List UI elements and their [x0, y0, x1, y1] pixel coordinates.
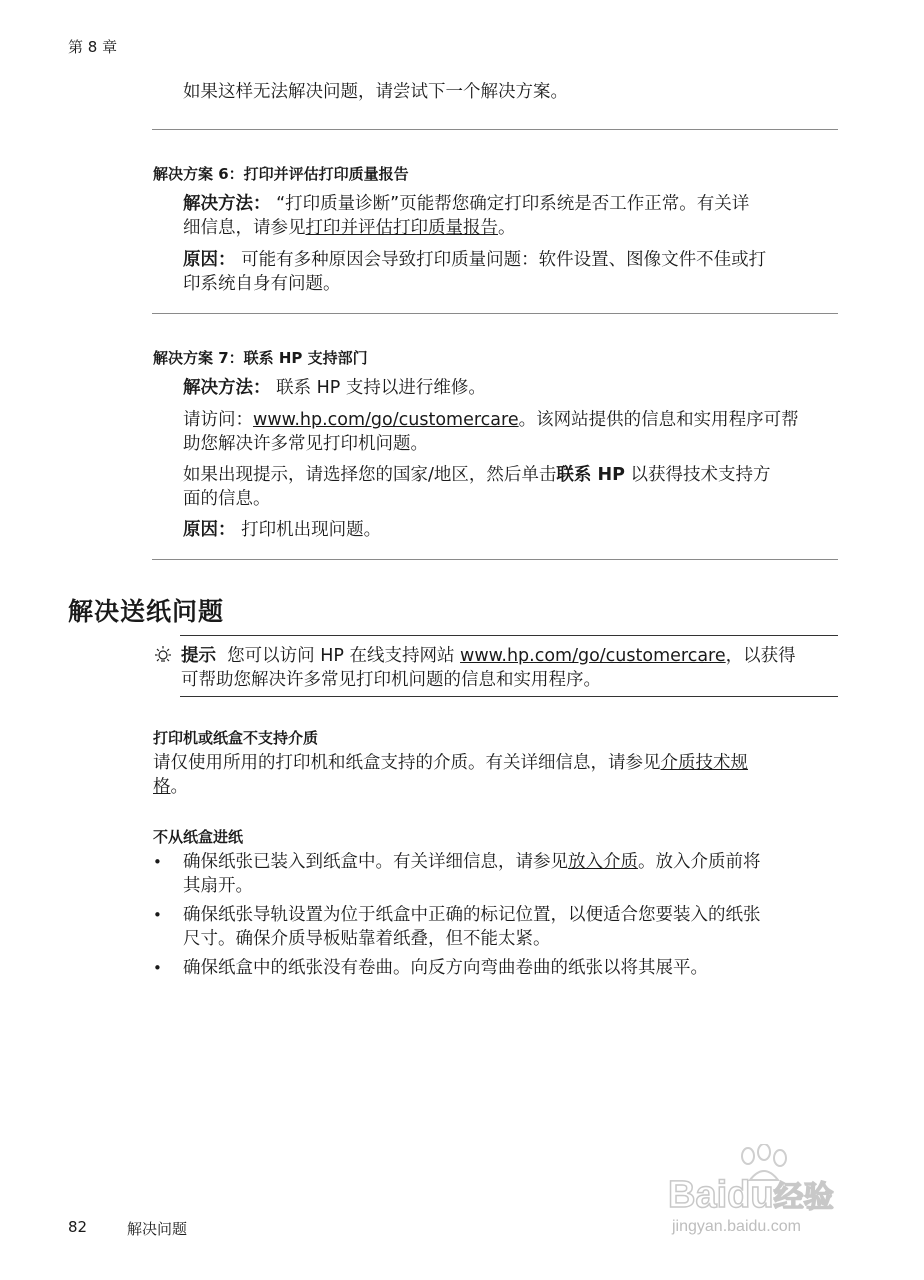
tip-box: [181, 644, 843, 692]
footer-section: 解决问题: [127, 1220, 188, 1238]
tip-label: 提示: [181, 646, 216, 666]
intro-text: 如果这样无法解决问题，请尝试下一个解决方案。: [183, 82, 568, 102]
list-text: 其扇开。: [183, 876, 253, 896]
section-title: 解决送纸问题: [68, 597, 225, 626]
list-item: 确保纸盒中的纸张没有卷曲。向反方向弯曲卷曲的纸张以将其展平。: [183, 958, 708, 978]
watermark-brand: [668, 1172, 834, 1217]
method-text: “打印质量诊断”页能帮您确定打印系统是否工作正常。有关详: [276, 194, 750, 214]
watermark-brand-a: Bai: [668, 1174, 728, 1216]
tip-text: 您可以访问 HP 在线支持网站: [227, 646, 461, 666]
solution7-method: [183, 376, 486, 400]
list-text: 确保纸张导轨设置为位于纸盒中正确的标记位置，以便适合您要装入的纸张: [183, 905, 761, 925]
method-label: 解决方法：: [183, 194, 271, 214]
method-text: 。: [498, 218, 516, 238]
method-text: 联系 HP 支持以进行维修。: [276, 378, 486, 398]
contact-hp-label: 联系 HP: [556, 465, 625, 485]
divider: [152, 313, 838, 314]
list-item: [183, 903, 843, 951]
prompt-text: 面的信息。: [183, 489, 271, 509]
media-specs-link[interactable]: 格: [153, 777, 171, 797]
tip-text: ，以获得: [725, 646, 796, 666]
bullet-icon: •: [153, 853, 162, 871]
list-item: [183, 850, 843, 898]
cause-text: 可能有多种原因会导致打印质量问题：软件设置、图像文件不佳或打: [241, 250, 767, 270]
solution7-visit: [183, 408, 843, 456]
print-quality-report-link[interactable]: 打印并评估打印质量报告: [305, 218, 498, 238]
media-title: 打印机或纸盒不支持介质: [153, 729, 319, 747]
baidu-watermark: [668, 1150, 878, 1240]
media-body: 。: [170, 777, 188, 797]
media-body: 请仅使用所用的打印机和纸盒支持的介质。有关详细信息，请参见: [153, 753, 661, 773]
bullet-icon: •: [153, 906, 162, 924]
tip-bottom-rule: [180, 696, 838, 697]
cause-label: 原因：: [183, 250, 236, 270]
list-text: 。放入介质前将: [638, 852, 761, 872]
divider: [152, 129, 838, 130]
solution7-title: 解决方案 7：联系 HP 支持部门: [153, 349, 368, 367]
visit-text: 助您解决许多常见打印机问题。: [183, 434, 428, 454]
chapter-header: 第 8 章: [68, 38, 118, 56]
visit-text: 。该网站提供的信息和实用程序可帮: [518, 410, 799, 430]
load-media-link[interactable]: 放入介质: [568, 852, 638, 872]
watermark-url: jingyan.baidu.com: [672, 1218, 801, 1235]
solution6-title: 解决方案 6：打印并评估打印质量报告: [153, 165, 409, 183]
lightbulb-icon: [152, 645, 174, 667]
tip-customercare-link[interactable]: www.hp.com/go/customercare: [460, 646, 726, 666]
tip-top-rule: [180, 635, 838, 636]
tip-text: 可帮助您解决许多常见打印机问题的信息和实用程序。: [181, 670, 601, 690]
method-text: 细信息，请参见: [183, 218, 306, 238]
prompt-text: 如果出现提示，请选择您的国家/地区，然后单击: [183, 465, 557, 485]
cause-text: 打印机出现问题。: [241, 520, 382, 540]
solution6-method: [183, 192, 843, 240]
media-specs-link[interactable]: 介质技术规: [660, 753, 748, 773]
watermark-brand-b: du: [727, 1174, 774, 1216]
cause-label: 原因：: [183, 520, 236, 540]
method-label: 解决方法：: [183, 378, 271, 398]
nofeed-title: 不从纸盒进纸: [153, 828, 244, 846]
cause-text: 印系统自身有问题。: [183, 274, 341, 294]
watermark-label: 经验: [773, 1181, 834, 1214]
prompt-text: 以获得技术支持方: [624, 465, 771, 485]
solution6-cause: [183, 248, 843, 296]
bullet-icon: •: [153, 959, 162, 977]
list-text: 尺寸。确保介质导板贴靠着纸叠，但不能太紧。: [183, 929, 551, 949]
media-text: [153, 751, 843, 799]
solution7-cause: [183, 518, 381, 542]
list-text: 确保纸张已装入到纸盒中。有关详细信息，请参见: [183, 852, 568, 872]
customercare-link[interactable]: www.hp.com/go/customercare: [253, 410, 519, 430]
divider: [152, 559, 838, 560]
solution7-prompt: [183, 463, 843, 511]
page-number: 82: [68, 1218, 88, 1236]
visit-text: 请访问：: [183, 410, 253, 430]
